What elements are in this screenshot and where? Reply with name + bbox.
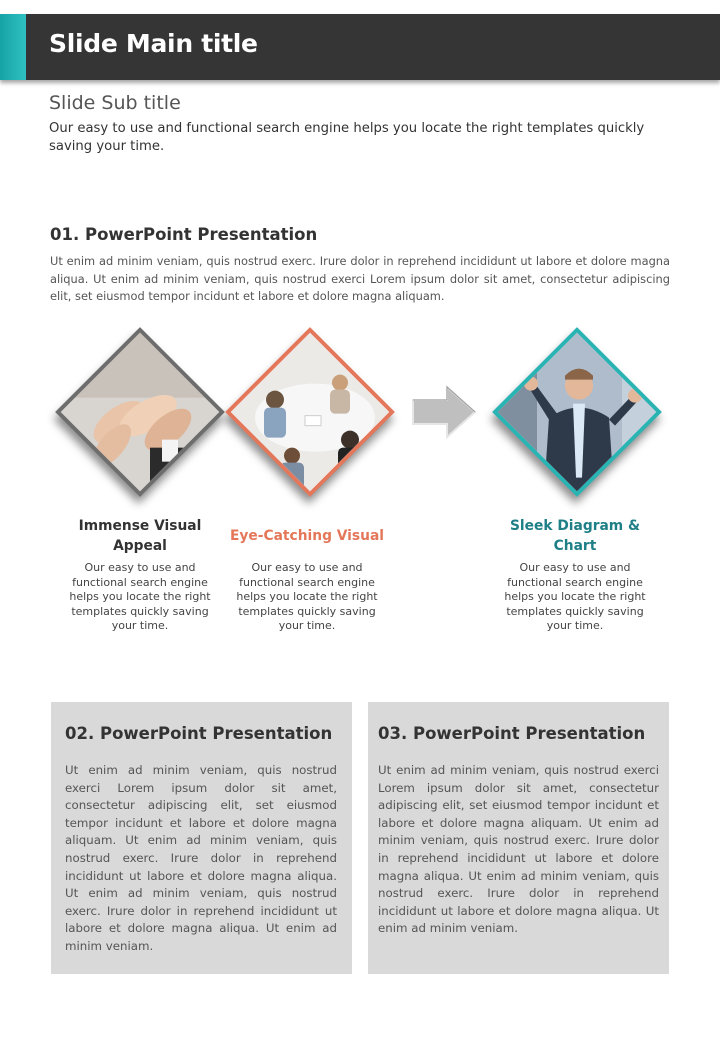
feature-image-2 [250,352,370,472]
panel-3-body: Ut enim ad minim veniam, quis nostrud exerci Lorem ipsum dolor sit amet, consectetur adipiscing elit, set eiusmod tempor incidunt et labore et dolore magna aliquam. Ut enim ad minim veniam, quis nostrud exerc. Irure dolor in reprehend incididunt ut labore et dolore magna aliqua. Ut enim ad minim veniam, quis nostrud exerc. Irure dolor in reprehend incididunt ut labore et dolore magna aliqua. Ut enim ad minim veniam. [378,763,659,936]
feature-3-title: Sleek Diagram & Chart [509,518,641,554]
title-bar [0,14,720,80]
page-description: Our easy to use and functional search engine helps you locate the right templates quickly saving your time. [49,121,645,154]
panel-2-heading: 02. PowerPoint Presentation [65,724,333,743]
feature-3-description: Our easy to use and functional search engine helps you locate the right templates quickly saving your time. [504,561,646,632]
feature-2-description: Our easy to use and functional search engine helps you locate the right templates quickly saving your time. [236,561,378,632]
section-1-body: Ut enim ad minim veniam, quis nostrud exerc. Irure dolor in reprehend incididunt ut labore et dolore magna aliqua. Ut enim ad minim veniam, quis nostrud exerci Lorem ipsum dolor sit amet, consectetur adipiscing elit, set eiusmod tempor incidunt et labore et dolore magna aliquam. [50,254,670,303]
page-subtitle: Slide Sub title [49,92,181,114]
feature-image-1 [80,352,200,472]
feature-1-title: Immense Visual Appeal [78,518,202,554]
feature-image-3 [517,352,637,472]
page-title: Slide Main title [49,29,258,58]
panel-3 [368,702,669,974]
title-accent [0,14,26,80]
panel-2-body: Ut enim ad minim veniam, quis nostrud exerci Lorem ipsum dolor sit amet, consectetur adipiscing elit, set eiusmod tempor incidunt et labore et dolore magna aliquam. Ut enim ad minim veniam, quis nostrud exerc. Irure dolor in reprehend incididunt ut labore et dolore magna aliqua. Ut enim ad minim veniam, quis nostrud exerc. Irure dolor in reprehend incididunt ut labore et dolore magna aliqua. Ut enim ad minim veniam. [65,763,337,953]
feature-1-description: Our easy to use and functional search engine helps you locate the right templates quickly saving your time. [69,561,211,632]
panel-2 [51,702,352,974]
panel-3-heading: 03. PowerPoint Presentation [378,724,646,743]
meeting-photo [225,327,395,497]
clapping-hands-photo [55,327,225,497]
celebrating-businessman-photo [492,327,662,497]
section-1-heading: 01. PowerPoint Presentation [50,225,318,244]
feature-2-title: Eye-Catching Visual [229,528,384,544]
right-arrow-icon [410,384,478,440]
